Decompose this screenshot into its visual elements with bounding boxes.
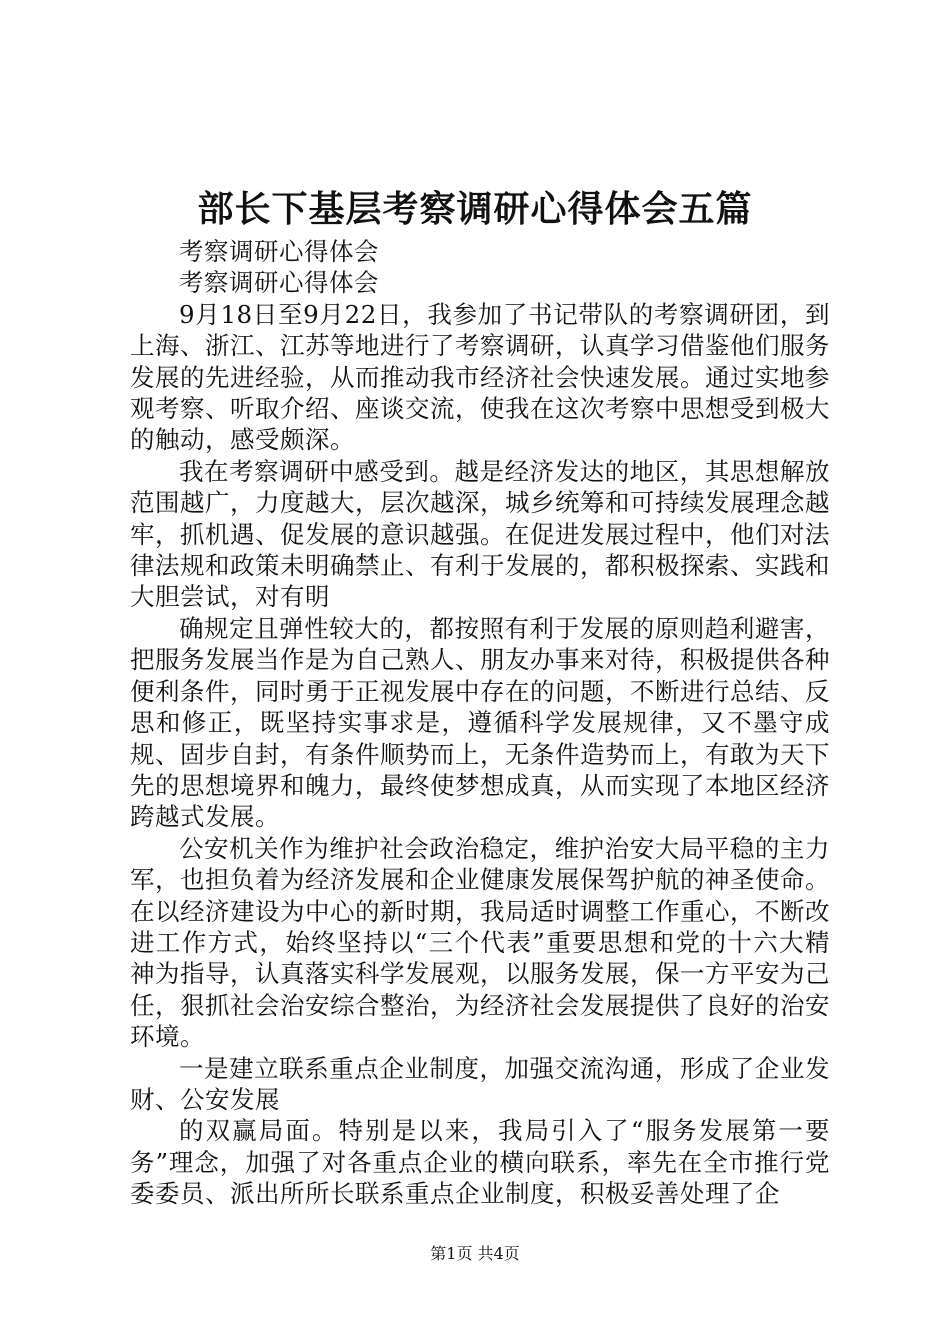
document-title: 部长下基层考察调研心得体会五篇 [197,188,753,230]
paragraph: 考察调研心得体会 [179,268,379,298]
paragraph: 公安机关作为维护社会政治稳定，维护治安大局平稳的主力军，也担负着为经济发展和企业健康发展保驾护航的神圣使命。在以经济建设为中心的新时期，我局适时调整工作重心，不断改进工作方式，始终坚持以“三个代表”重要思想和党的十六大精神为指导，认真落实科学发展观，以服务发展，保一方平安为己任，狠抓社会治安综合整治，为经济社会发展提供了良好的治安环境。 [130,833,830,1052]
page-footer: 第1页 共4页 [430,1244,520,1263]
paragraph: 我在考察调研中感受到。越是经济发达的地区，其思想解放范围越广，力度越大，层次越深，城乡统筹和可持续发展理念越牢，抓机遇、促发展的意识越强。在促进发展过程中，他们对法律法规和政策未明确禁止、有利于发展的，都积极探索、实践和大胆尝试，对有明 [130,456,830,612]
paragraph: 9月18日至9月22日，我参加了书记带队的考察调研团，到上海、浙江、江苏等地进行了考察调研，认真学习借鉴他们服务发展的先进经验，从而推动我市经济社会快速发展。通过实地参观考察、听取介绍、座谈交流，使我在这次考察中思想受到极大的触动，感受颇深。 [130,299,830,455]
paragraph: 一是建立联系重点企业制度，加强交流沟通，形成了企业发财、公安发展 [130,1053,830,1114]
document-body [130,236,830,1210]
paragraph: 考察调研心得体会 [179,237,379,266]
paragraph: 的双赢局面。特别是以来，我局引入了“服务发展第一要务”理念，加强了对各重点企业的横向联系，率先在全市推行党委委员、派出所所长联系重点企业制度，积极妥善处理了企 [130,1116,830,1209]
paragraph: 确规定且弹性较大的，都按照有利于发展的原则趋利避害，把服务发展当作是为自己熟人、朋友办事来对待，积极提供各种便利条件，同时勇于正视发展中存在的问题，不断进行总结、反思和修正，既坚持实事求是，遵循科学发展规律，又不墨守成规、固步自封，有条件顺势而上，无条件造势而上，有敢为天下先的思想境界和魄力，最终使梦想成真，从而实现了本地区经济跨越式发展。 [130,613,830,832]
